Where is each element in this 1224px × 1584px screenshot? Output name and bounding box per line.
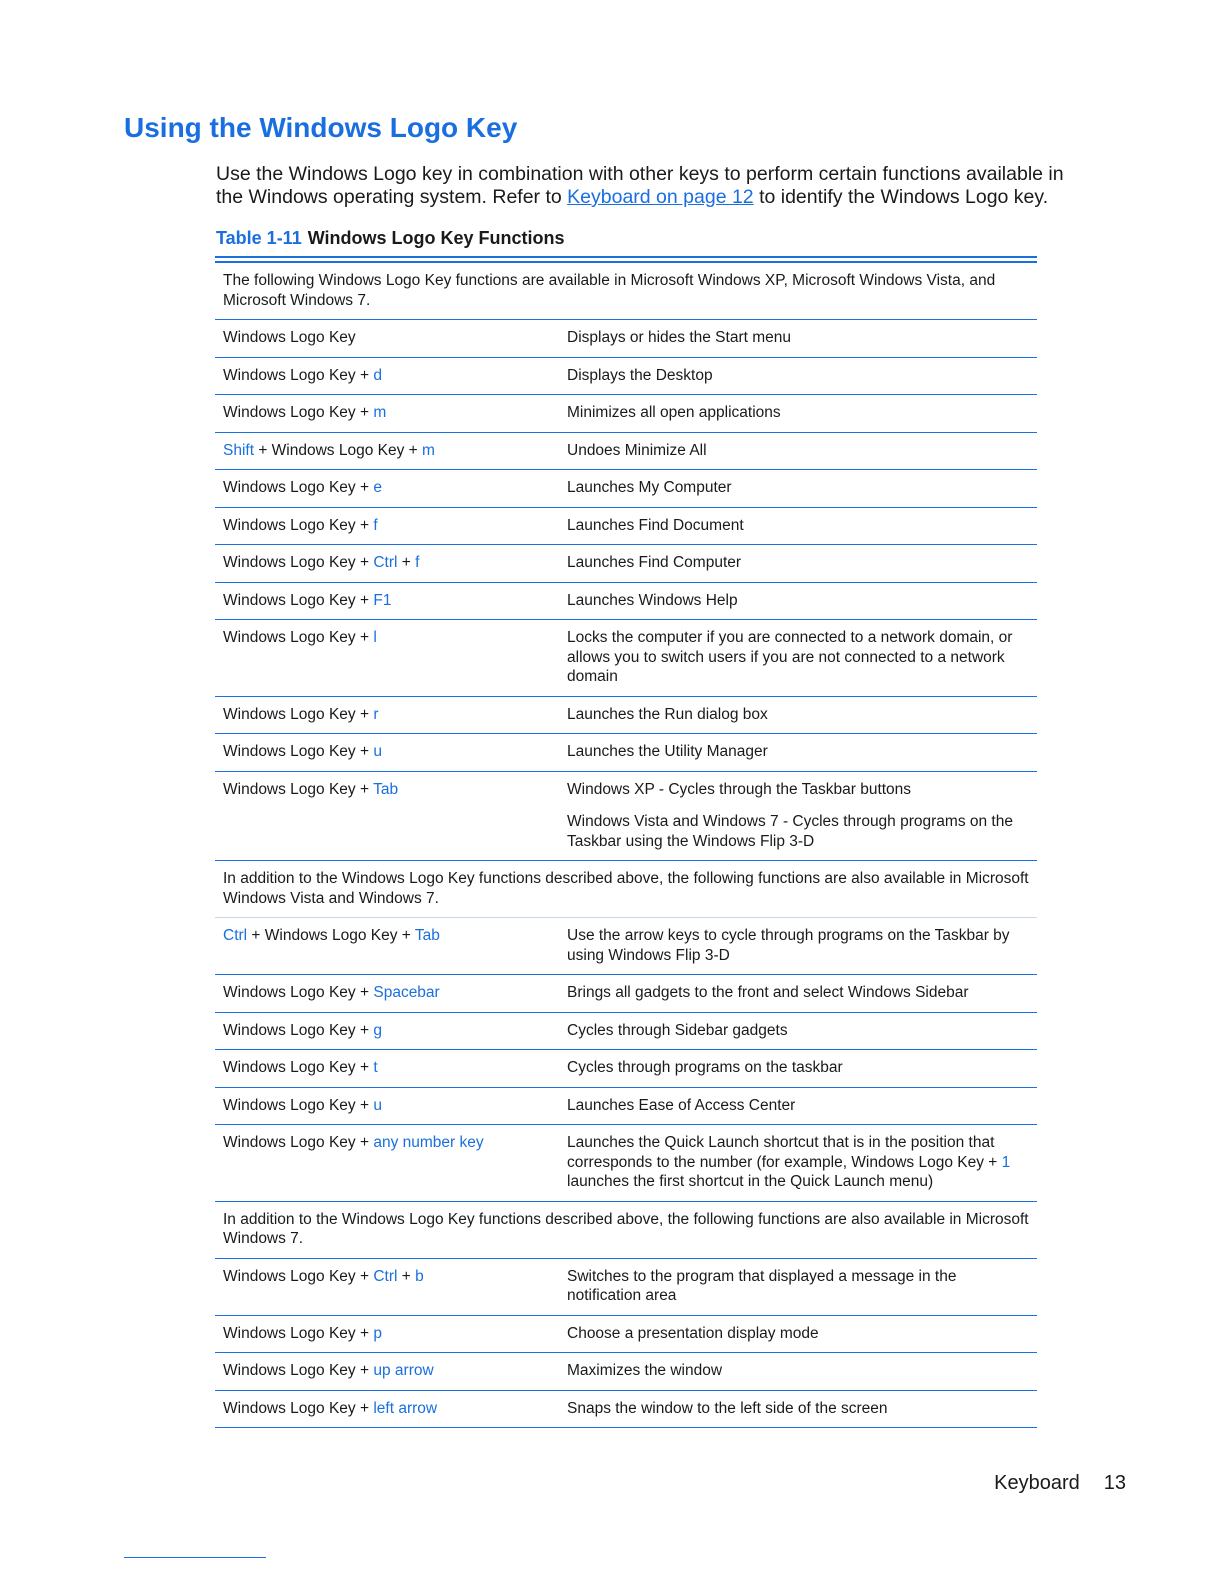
- function-description: [567, 926, 1037, 965]
- footer-rule: [124, 1557, 266, 1558]
- function-description: [567, 780, 1037, 852]
- intro-text-end: to identify the Windows Logo key.: [753, 186, 1049, 208]
- description-span: Launches Find Document: [567, 516, 744, 534]
- function-description: [567, 1324, 1037, 1344]
- description-text: [567, 328, 1027, 348]
- description-span: Displays the Desktop: [567, 366, 713, 384]
- function-description: [567, 628, 1037, 687]
- description-text: [567, 1267, 1027, 1306]
- key-text: Windows Logo Key +: [223, 743, 374, 760]
- page-number: 13: [1103, 1472, 1126, 1494]
- key-name: Ctrl: [223, 927, 248, 944]
- key-combination: [215, 1361, 567, 1381]
- description-span: Cycles through programs on the taskbar: [567, 1059, 843, 1076]
- function-description: [567, 403, 1037, 423]
- description-span: launches the first shortcut in the Quick Launch menu): [567, 1173, 934, 1190]
- table-note: The following Windows Logo Key functions are available in Microsoft Windows XP, Microsoft Windows Vista, and Microsoft Windows 7.: [215, 263, 1037, 320]
- key-combination: [215, 1133, 567, 1192]
- description-text: [567, 516, 1027, 536]
- key-text: Windows Logo Key +: [223, 1059, 374, 1076]
- key-text: Windows Logo Key +: [223, 1267, 374, 1285]
- key-combination: [215, 403, 567, 423]
- description-text: [567, 403, 1027, 423]
- key-text: Windows Logo Key +: [223, 554, 374, 571]
- description-span: Maximizes the window: [567, 1362, 723, 1379]
- key-combination: [215, 516, 567, 536]
- key-name: m: [422, 441, 435, 459]
- key-name: t: [373, 1059, 378, 1076]
- function-description: [567, 705, 1037, 725]
- table-row: [215, 1125, 1037, 1202]
- function-description: [567, 591, 1037, 611]
- table-row: [215, 1316, 1037, 1354]
- key-text: Windows Logo Key +: [223, 984, 374, 1001]
- description-span: Launches My Computer: [567, 479, 732, 496]
- key-text: Windows Logo Key +: [223, 591, 374, 609]
- table-row: [215, 470, 1037, 508]
- key-name: left arrow: [373, 1399, 438, 1417]
- key-combination: [215, 1058, 567, 1078]
- shortcut-table: [215, 256, 1037, 1428]
- table-row: [215, 508, 1037, 546]
- description-span: Cycles through Sidebar gadgets: [567, 1021, 788, 1039]
- key-combination: [215, 366, 567, 386]
- function-description: [567, 1399, 1037, 1419]
- description-span: Switches to the program that displayed a message in the notification area: [567, 1267, 957, 1304]
- table-row: [215, 1088, 1037, 1126]
- function-description: [567, 478, 1037, 498]
- key-name: Tab: [373, 780, 399, 798]
- function-description: [567, 516, 1037, 536]
- description-text: [567, 983, 1027, 1003]
- key-combination: [215, 742, 567, 762]
- table-row: [215, 395, 1037, 433]
- function-description: [567, 1096, 1037, 1116]
- description-span: Launches the Utility Manager: [567, 743, 768, 760]
- key-text: Windows Logo Key +: [223, 1362, 374, 1379]
- key-text: +: [397, 554, 416, 571]
- key-name: Spacebar: [373, 984, 440, 1001]
- page-footer: [994, 1472, 1126, 1495]
- key-combination: [215, 328, 567, 348]
- description-text: [567, 1133, 1027, 1192]
- table-row: [215, 620, 1037, 697]
- description-text: [567, 742, 1027, 762]
- description-span: Launches Find Computer: [567, 554, 742, 571]
- key-combination: [215, 1096, 567, 1116]
- keyboard-page-link[interactable]: Keyboard on page 12: [567, 186, 754, 208]
- description-text: [567, 926, 1027, 965]
- table-number: Table 1-11: [216, 228, 302, 248]
- key-text: + Windows Logo Key +: [247, 927, 415, 944]
- description-span: Locks the computer if you are connected to a network domain, or allows you to switch users if you are not connected to a network domain: [567, 629, 1013, 685]
- table-row: [215, 1353, 1037, 1391]
- table-row: [215, 975, 1037, 1013]
- key-text: Windows Logo Key +: [223, 404, 374, 421]
- table-row: [215, 320, 1037, 358]
- key-name: up arrow: [373, 1362, 434, 1379]
- table-group-all-versions: [215, 320, 1037, 861]
- key-name: Ctrl: [373, 1267, 398, 1285]
- function-description: [567, 328, 1037, 348]
- description-text: [567, 478, 1027, 498]
- key-name: e: [373, 479, 382, 496]
- key-name: g: [373, 1021, 382, 1039]
- description-span: Snaps the window to the left side of the screen: [567, 1399, 888, 1417]
- key-combination: [215, 1324, 567, 1344]
- key-name: Shift: [223, 441, 255, 459]
- key-combination: [215, 628, 567, 687]
- table-row: [215, 918, 1037, 975]
- key-text: Windows Logo Key: [223, 329, 356, 346]
- function-description: [567, 1058, 1037, 1078]
- table-row: [215, 358, 1037, 396]
- intro-text: Use the Windows Logo key in combination with other keys to perform certain functions available in the Windows operating system. Refer to: [216, 163, 1064, 208]
- description-text: [567, 705, 1027, 725]
- key-name: Ctrl: [373, 554, 398, 571]
- table-group-windows-7: [215, 1259, 1037, 1429]
- function-description: [567, 1021, 1037, 1041]
- key-name: u: [373, 1096, 382, 1114]
- key-text: Windows Logo Key +: [223, 516, 374, 534]
- key-name: r: [373, 705, 379, 723]
- key-name: Tab: [414, 927, 440, 944]
- key-combination: [215, 441, 567, 461]
- key-combination: [215, 1399, 567, 1419]
- table-row: [215, 583, 1037, 621]
- table-note: In addition to the Windows Logo Key functions described above, the following functions are also available in Microsoft Windows Vista and Windows 7.: [215, 861, 1037, 918]
- function-description: [567, 553, 1037, 573]
- description-span: Choose a presentation display mode: [567, 1324, 819, 1342]
- table-row: [215, 1259, 1037, 1316]
- function-description: [567, 1267, 1037, 1306]
- function-description: [567, 441, 1037, 461]
- table-row: [215, 1391, 1037, 1429]
- key-combination: [215, 983, 567, 1003]
- description-span: Windows XP - Cycles through the Taskbar buttons: [567, 780, 912, 798]
- key-combination: [215, 591, 567, 611]
- key-name: b: [415, 1267, 424, 1285]
- key-name: u: [373, 743, 382, 760]
- function-description: [567, 742, 1037, 762]
- key-text: Windows Logo Key +: [223, 1324, 374, 1342]
- key-name: F1: [373, 591, 392, 609]
- key-text: + Windows Logo Key +: [254, 441, 423, 459]
- key-name: d: [373, 366, 382, 384]
- description-span: Launches the Quick Launch shortcut that is in the position that corresponds to the number (for example, Windows Logo Key +: [567, 1134, 1002, 1171]
- table-title: Windows Logo Key Functions: [307, 228, 565, 248]
- function-description: [567, 1133, 1037, 1192]
- description-text: [567, 441, 1027, 461]
- description-span: Use the arrow keys to cycle through programs on the Taskbar by using Windows Flip 3-D: [567, 927, 1010, 964]
- key-name: 1: [1001, 1153, 1011, 1171]
- key-text: Windows Logo Key +: [223, 1096, 374, 1114]
- key-combination: [215, 926, 567, 965]
- description-text: [567, 366, 1027, 386]
- description-text: [567, 1021, 1027, 1041]
- description-span: Undoes Minimize All: [567, 441, 707, 459]
- description-span: Minimizes all open applications: [567, 404, 781, 421]
- description-text: [567, 1361, 1027, 1381]
- key-combination: [215, 780, 567, 852]
- key-combination: [215, 1267, 567, 1306]
- description-text: [567, 628, 1027, 687]
- key-text: Windows Logo Key +: [223, 629, 374, 646]
- description-text: [567, 1058, 1027, 1078]
- key-text: +: [397, 1267, 416, 1285]
- table-group-vista-7: [215, 918, 1037, 1202]
- key-name: l: [373, 629, 377, 646]
- description-text: [567, 553, 1027, 573]
- key-combination: [215, 1021, 567, 1041]
- key-name: f: [373, 516, 378, 534]
- table-row: [215, 697, 1037, 735]
- description-text: [567, 591, 1027, 611]
- table-row: [215, 772, 1037, 862]
- table-row: [215, 433, 1037, 471]
- footer-section: Keyboard: [994, 1472, 1080, 1494]
- description-text: [567, 1399, 1027, 1419]
- key-combination: [215, 553, 567, 573]
- key-text: Windows Logo Key +: [223, 1399, 374, 1417]
- page-heading: Using the Windows Logo Key: [124, 112, 518, 143]
- function-description: [567, 983, 1037, 1003]
- key-name: p: [373, 1324, 382, 1342]
- table-row: [215, 1013, 1037, 1051]
- description-text: Windows Vista and Windows 7 - Cycles through programs on the Taskbar using the Windows Flip 3-D: [567, 813, 1013, 850]
- description-span: Launches the Run dialog box: [567, 705, 768, 723]
- key-text: Windows Logo Key +: [223, 366, 374, 384]
- key-text: Windows Logo Key +: [223, 1021, 374, 1039]
- key-combination: [215, 705, 567, 725]
- key-combination: [215, 478, 567, 498]
- description-text: [567, 1096, 1027, 1116]
- table-note: In addition to the Windows Logo Key functions described above, the following functions are also available in Microsoft Windows 7.: [215, 1202, 1037, 1259]
- key-name: m: [373, 404, 387, 421]
- function-description: [567, 366, 1037, 386]
- description-text: [567, 780, 1027, 800]
- description-span: Launches Windows Help: [567, 591, 738, 609]
- key-name: any number key: [373, 1134, 484, 1151]
- table-caption: [216, 228, 565, 249]
- key-text: Windows Logo Key +: [223, 780, 374, 798]
- description-text: [567, 1324, 1027, 1344]
- table-row: [215, 734, 1037, 772]
- key-text: Windows Logo Key +: [223, 705, 374, 723]
- table-row: [215, 545, 1037, 583]
- description-span: Brings all gadgets to the front and select Windows Sidebar: [567, 984, 969, 1001]
- description-span: Launches Ease of Access Center: [567, 1096, 796, 1114]
- function-description: [567, 1361, 1037, 1381]
- intro-paragraph: [216, 163, 1096, 209]
- table-row: [215, 1050, 1037, 1088]
- key-name: f: [415, 554, 420, 571]
- key-text: Windows Logo Key +: [223, 479, 374, 496]
- description-span: Displays or hides the Start menu: [567, 329, 791, 346]
- key-text: Windows Logo Key +: [223, 1134, 374, 1151]
